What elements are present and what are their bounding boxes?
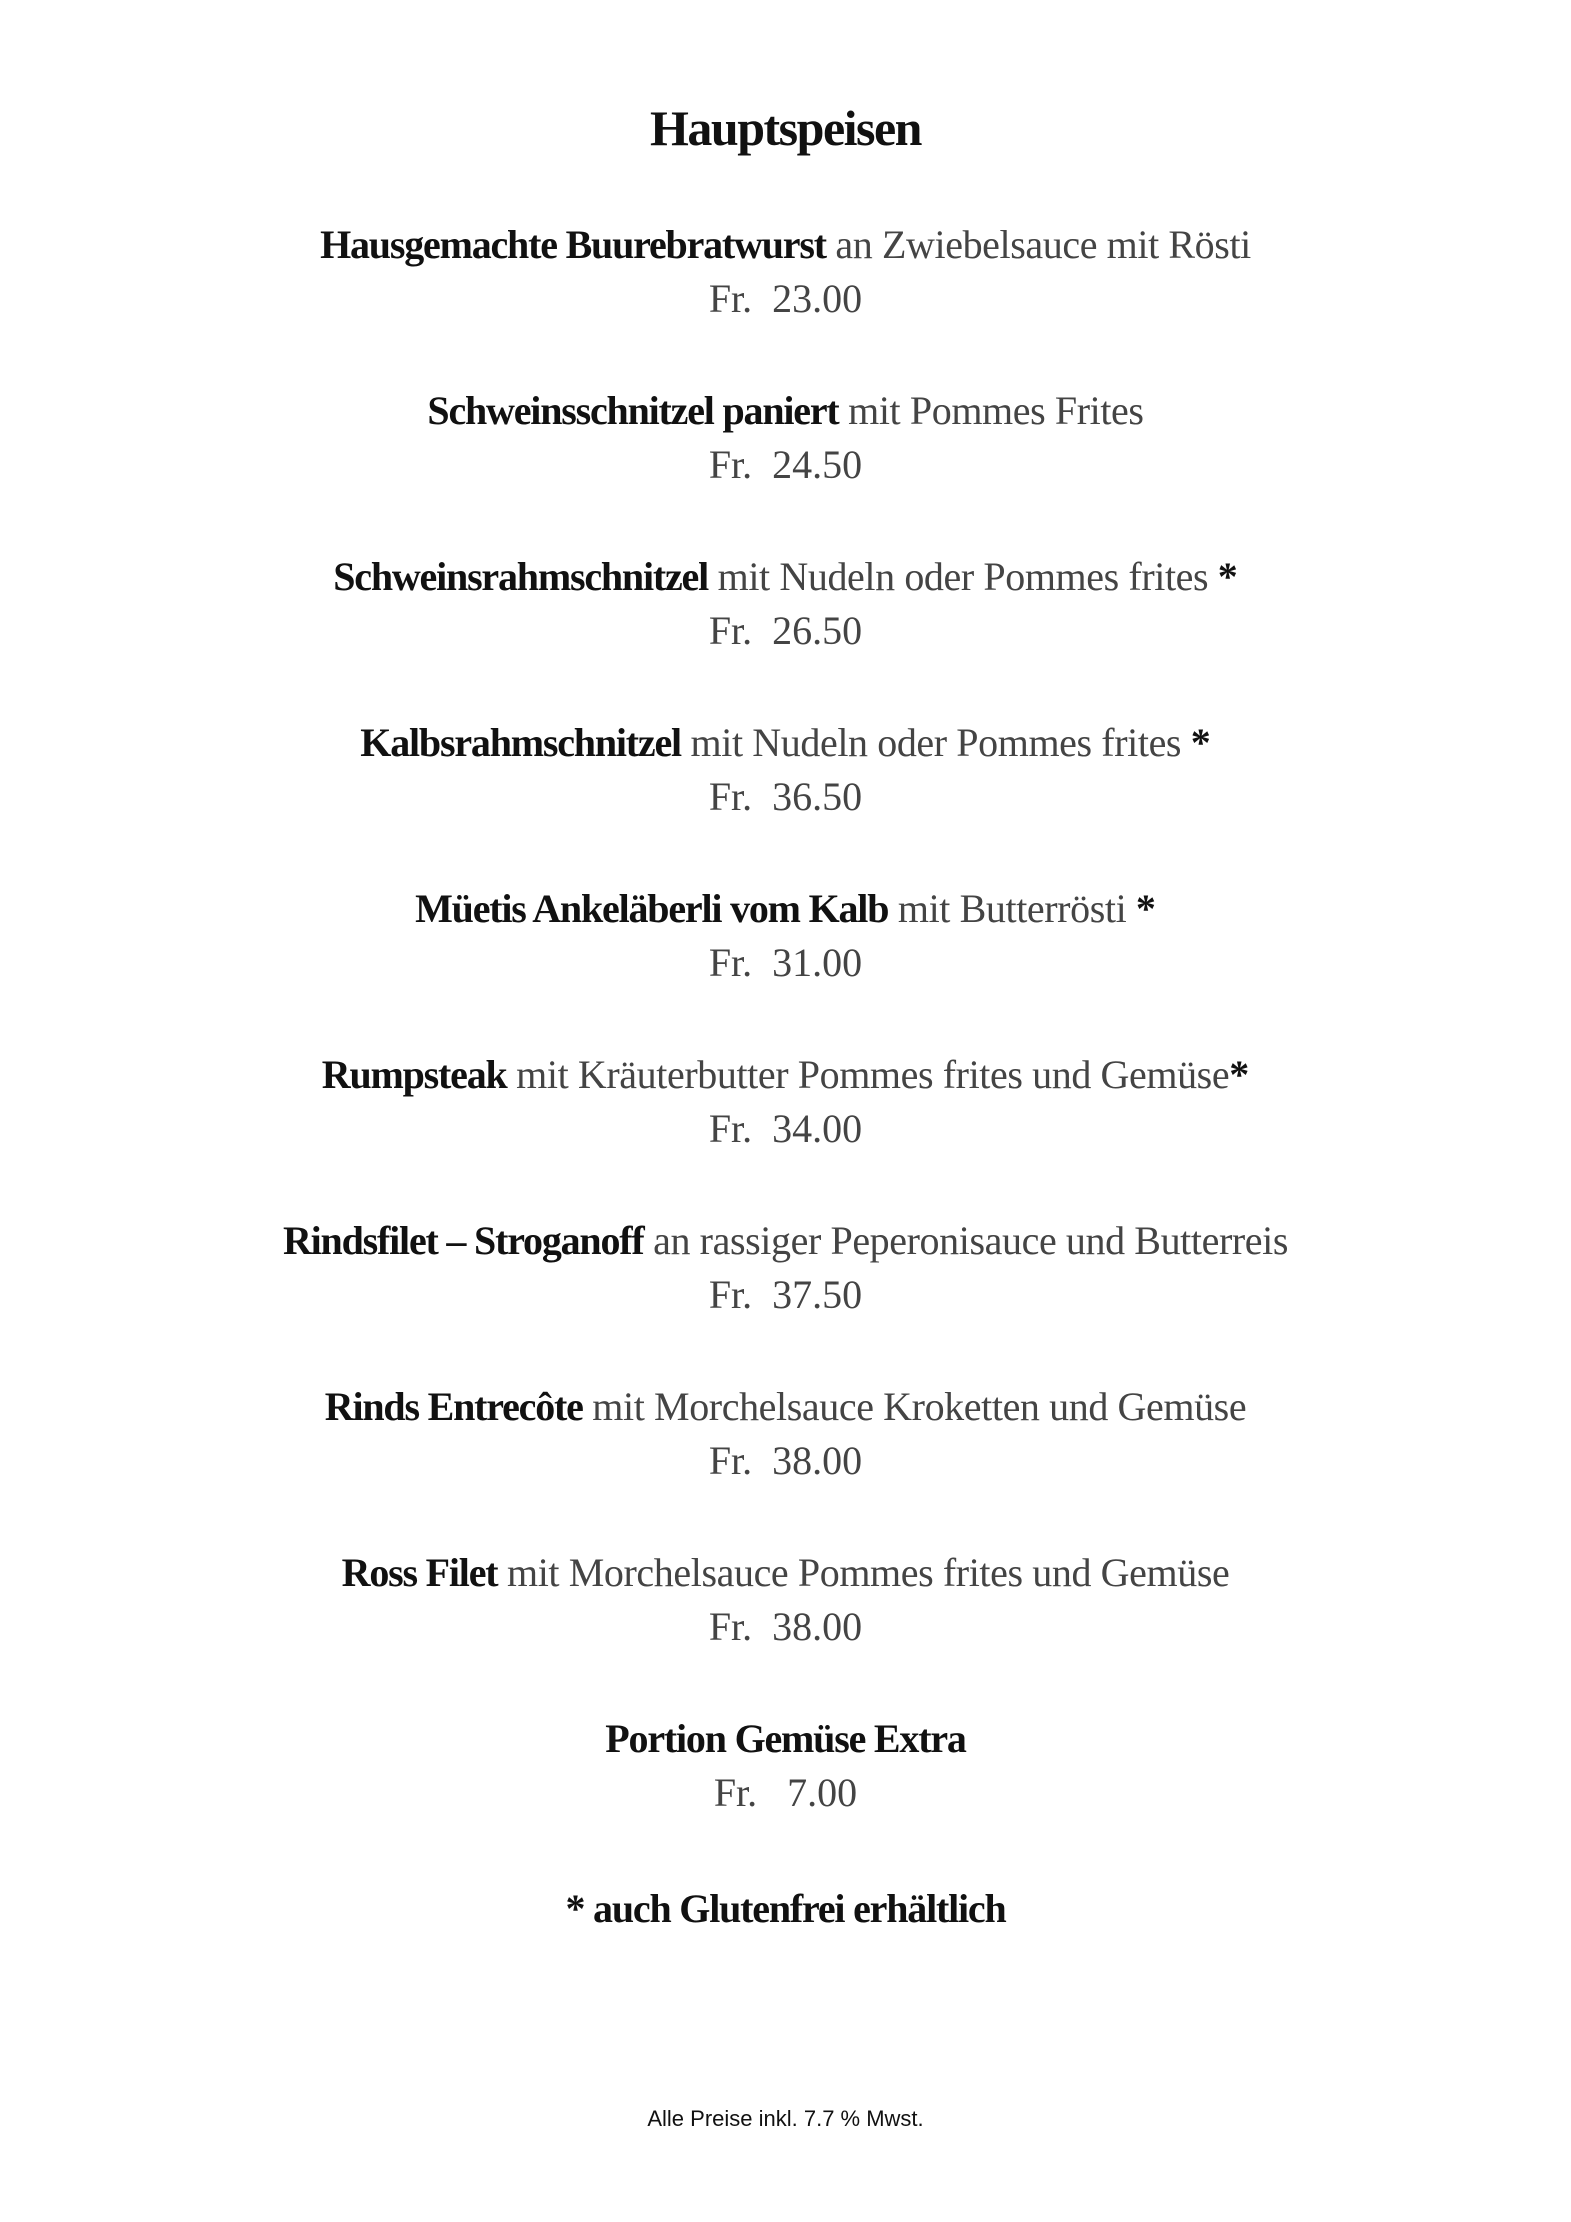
menu-item <box>0 1546 1571 1712</box>
menu-item-line <box>0 1380 1571 1434</box>
menu-item <box>0 384 1571 550</box>
dish-price: Fr. 26.50 <box>708 608 863 653</box>
menu-item-line <box>0 1214 1571 1268</box>
dish-price: Fr. 34.00 <box>708 1106 863 1151</box>
menu-item <box>0 716 1571 882</box>
menu-item <box>0 550 1571 716</box>
menu-item <box>0 1380 1571 1546</box>
dish-name: Rinds Entrecôte <box>324 1384 583 1429</box>
dish-name: Rumpsteak <box>321 1052 507 1097</box>
menu-item-line <box>0 882 1571 936</box>
dish-name: Müetis Ankeläberli vom Kalb <box>415 886 889 931</box>
menu-item-line <box>0 1546 1571 1600</box>
dish-price: Fr. 38.00 <box>708 1438 863 1483</box>
dish-description: an rassiger Peperonisauce und Butterreis <box>643 1218 1289 1263</box>
dish-name: Kalbsrahmschnitzel <box>360 720 681 765</box>
menu-item <box>0 218 1571 384</box>
dish-description: an Zwiebelsauce mit Rösti <box>825 222 1251 267</box>
menu-item-line <box>0 1048 1571 1102</box>
dish-price: Fr. 31.00 <box>708 940 863 985</box>
menu-item <box>0 1712 1571 1878</box>
page-title: Hauptspeisen <box>650 100 921 156</box>
dish-description: mit Morchelsauce Pommes frites und Gemüse <box>497 1550 1230 1595</box>
price-footnote: Alle Preise inkl. 7.7 % Mwst. <box>647 2106 924 2131</box>
dish-name: Schweinsrahmschnitzel <box>333 554 709 599</box>
menu-item-line <box>0 218 1571 272</box>
dish-price: Fr. 7.00 <box>713 1770 858 1815</box>
dish-description: mit Kräuterbutter Pommes frites und Gemüse <box>506 1052 1230 1097</box>
dish-name: Portion Gemüse Extra <box>605 1716 966 1761</box>
gluten-free-note: * auch Glutenfrei erhältlich <box>565 1886 1006 1931</box>
dish-name: Ross Filet <box>341 1550 498 1595</box>
dish-description: mit Pommes Frites <box>838 388 1144 433</box>
menu-list <box>0 218 1571 1878</box>
gluten-free-marker: * <box>1190 720 1211 765</box>
menu-item-line <box>0 550 1571 604</box>
menu-item-line <box>0 1712 1571 1766</box>
dish-description: mit Morchelsauce Kroketten und Gemüse <box>582 1384 1247 1429</box>
gluten-free-marker: * <box>1217 554 1238 599</box>
menu-item <box>0 1048 1571 1214</box>
menu-item <box>0 882 1571 1048</box>
dish-name: Hausgemachte Buurebratwurst <box>320 222 826 267</box>
dish-price: Fr. 36.50 <box>708 774 863 819</box>
dish-description: mit Nudeln oder Pommes frites <box>680 720 1191 765</box>
dish-description: mit Nudeln oder Pommes frites <box>708 554 1218 599</box>
menu-item-line <box>0 716 1571 770</box>
dish-name: Rindsfilet – Stroganoff <box>282 1218 644 1263</box>
dish-price: Fr. 38.00 <box>708 1604 863 1649</box>
dish-description: mit Butterrösti <box>888 886 1136 931</box>
gluten-free-marker: * <box>1229 1052 1250 1097</box>
menu-item-line <box>0 384 1571 438</box>
dish-name: Schweinsschnitzel paniert <box>427 388 839 433</box>
dish-price: Fr. 37.50 <box>708 1272 863 1317</box>
dish-price: Fr. 23.00 <box>708 276 863 321</box>
dish-price: Fr. 24.50 <box>708 442 863 487</box>
menu-item <box>0 1214 1571 1380</box>
gluten-free-marker: * <box>1135 886 1156 931</box>
